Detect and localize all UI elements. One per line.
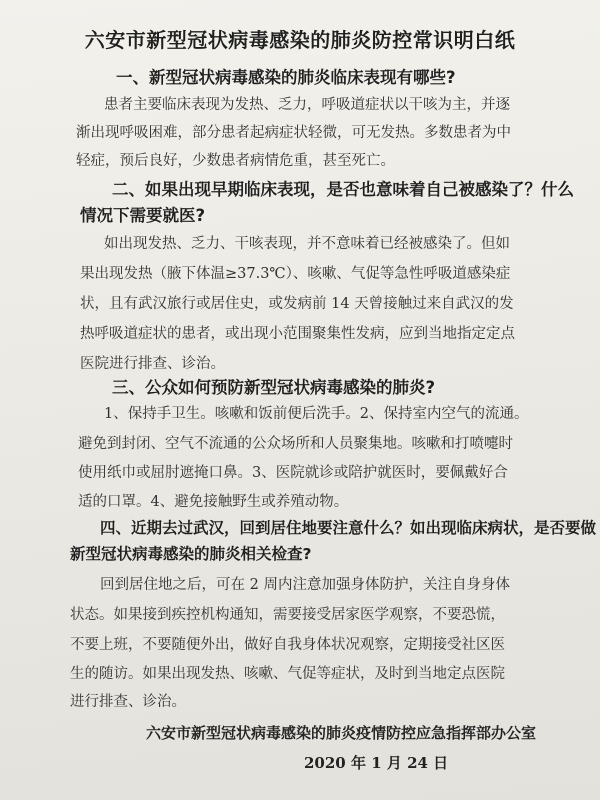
section-1-line-2: 渐出现呼吸困难，部分患者起病症状轻微，可无发热。多数患者为中 <box>76 125 511 141</box>
section-2-line-2: 果出现发热（腋下体温≥37.3℃）、咳嗽、气促等急性呼吸道感染症 <box>80 266 511 282</box>
section-2-line-5: 医院进行排查、诊治。 <box>80 356 225 372</box>
section-2-line-3: 状，且有武汉旅行或居住史，或发病前 14 天曾接触过来自武汉的发 <box>80 296 514 312</box>
section-3-line-1: 1、保持手卫生。咳嗽和饭前便后洗手。2、保持室内空气的流通。 <box>104 406 529 422</box>
section-2-heading-line-1: 二、如果出现早期临床表现，是否也意味着自己被感染了？什么 <box>112 180 574 199</box>
section-4-line-5: 进行排查、诊治。 <box>70 694 186 710</box>
section-1-heading: 一、新型冠状病毒感染的肺炎临床表现有哪些? <box>116 68 456 87</box>
issue-date: 2020 年 1 月 24 日 <box>304 754 449 772</box>
section-3-line-3: 使用纸巾或屈肘遮掩口鼻。3、医院就诊或陪护就医时，要佩戴好合 <box>78 465 508 481</box>
section-4-heading-line-1: 四、近期去过武汉，回到居住地要注意什么？如出现临床病状，是否要做 <box>100 519 597 537</box>
section-3-line-4: 适的口罩。4、避免接触野生或养殖动物。 <box>78 494 349 510</box>
section-2-line-1: 如出现发热、乏力、干咳表现，并不意味着已经被感染了。但如 <box>104 236 510 252</box>
section-3-heading: 三、公众如何预防新型冠状病毒感染的肺炎? <box>112 378 436 397</box>
section-2-line-4: 热呼吸道症状的患者，或出现小范围聚集性发病，应到当地指定定点 <box>80 326 515 342</box>
section-4-line-1: 回到居住地之后，可在 2 周内注意加强身体防护，关注自身身体 <box>100 577 510 593</box>
document-title: 六安市新型冠状病毒感染的肺炎防控常识明白纸 <box>84 28 516 52</box>
section-3-line-2: 避免到封闭、空气不流通的公众场所和人员聚集地。咳嗽和打喷嚏时 <box>78 436 513 452</box>
section-1-line-3: 轻症，预后良好，少数患者病情危重，甚至死亡。 <box>76 153 395 169</box>
section-2-heading-line-2: 情况下需要就医? <box>80 206 206 225</box>
section-4-heading-line-2: 新型冠状病毒感染的肺炎相关检查? <box>70 545 312 563</box>
section-4-line-3: 不要上班，不要随便外出，做好自我身体状况观察，定期接受社区医 <box>70 637 505 653</box>
section-4-line-2: 状态。如果接到疾控机构通知，需要接受居家医学观察，不要恐慌， <box>70 607 505 623</box>
issuing-office: 六安市新型冠状病毒感染的肺炎疫情防控应急指挥部办公室 <box>146 724 537 742</box>
section-1-line-1: 患者主要临床表现为发热、乏力，呼吸道症状以干咳为主，并逐 <box>104 97 510 113</box>
section-4-line-4: 生的随访。如果出现发热、咳嗽、气促等症状，及时到当地定点医院 <box>70 666 505 682</box>
